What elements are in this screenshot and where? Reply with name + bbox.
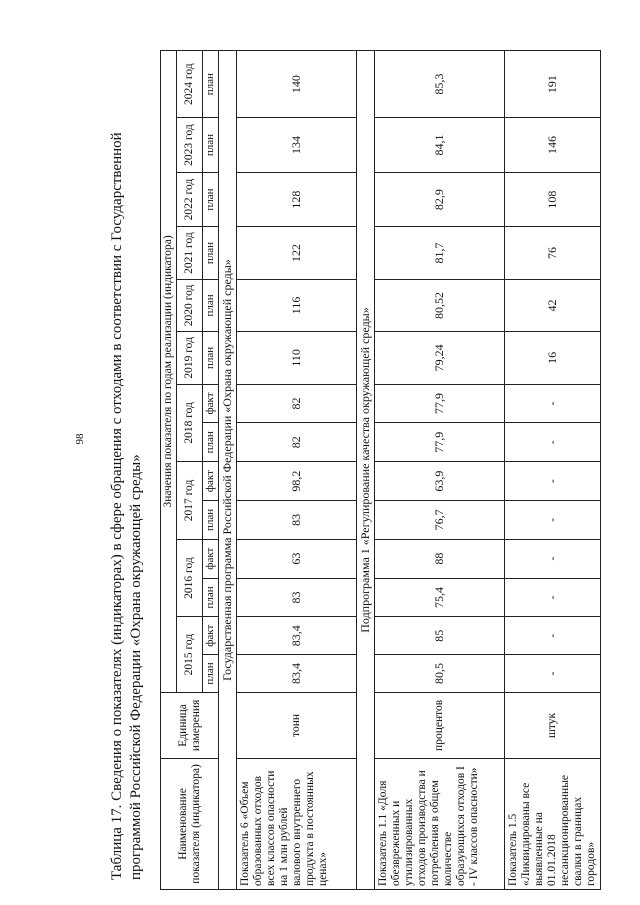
section-subprogram: Подпрограмма 1 «Регулирование качества окружающей среды» [357,51,375,890]
value-cell: - [505,500,601,539]
value-cell: 63 [237,539,357,578]
value-cell: - [505,617,601,655]
header-name-column: Наименование показателя (индикатора) [161,758,219,889]
table-caption: Таблица 17. Сведения о показателях (индикаторах) в сфере обращения с отходами в соответствии с Государственной программой Российской Федерации «Охрана окружающей среды» [109,132,144,880]
value-cell: 83,4 [237,655,357,693]
header-plan: план [203,655,219,693]
value-cell: 76,7 [375,500,505,539]
value-cell: 82,9 [375,172,505,227]
header-plan: план [203,578,219,617]
value-cell: 134 [237,118,357,173]
header-year-2020: 2020 год [177,279,203,331]
header-plan: план [203,172,219,227]
value-cell: - [505,578,601,617]
header-plan: план [203,332,219,384]
value-cell: 76 [505,227,601,279]
header-plan: план [203,227,219,279]
value-cell: 116 [237,279,357,331]
table-row [237,51,357,890]
value-cell: 77,9 [375,423,505,462]
indicators-table [160,50,601,890]
value-cell: 140 [237,51,357,118]
header-plan: план [203,500,219,539]
header-year-2021: 2021 год [177,227,203,279]
header-year-2015: 2015 год [177,617,203,693]
value-cell: 146 [505,118,601,173]
value-cell: 83 [237,578,357,617]
value-cell: 85 [375,617,505,655]
header-unit-column: Единица измерения [161,692,219,758]
indicator-name: Показатель 1.5 «Ликвидированы все выявленные на 01.01.2018 несанкционированные свалки в границах городов» [505,758,601,889]
header-fact: факт [203,539,219,578]
header-fact: факт [203,384,219,423]
value-cell: - [505,462,601,501]
value-cell: - [505,423,601,462]
indicator-name: Показатель 6 «Объем образованных отходов всех классов опасности на 1 млн рублей валового внутреннего продукта в постоянных ценах» [237,758,357,889]
value-cell: 80,52 [375,279,505,331]
value-cell: 122 [237,227,357,279]
value-cell: 75,4 [375,578,505,617]
value-cell: 79,24 [375,332,505,384]
value-cell: 81,7 [375,227,505,279]
value-cell: 16 [505,332,601,384]
header-year-2023: 2023 год [177,118,203,173]
value-cell: 80,5 [375,655,505,693]
indicator-unit: штук [505,692,601,758]
value-cell: 98,2 [237,462,357,501]
value-cell: - [505,655,601,693]
section-program: Государственная программа Российской Федерации «Охрана окружающей среды» [219,51,237,890]
indicator-name: Показатель 1.1 «Доля обезвреженных и утилизированных отходов производства и потребления в общем количестве образующихся отходов I - IV классов опасности» [375,758,505,889]
header-plan: план [203,423,219,462]
value-cell: 191 [505,51,601,118]
value-cell: 83,4 [237,617,357,655]
rotated-page-content [100,50,620,890]
header-plan: план [203,279,219,331]
value-cell: - [505,539,601,578]
indicator-unit: тонн [237,692,357,758]
value-cell: 85,3 [375,51,505,118]
value-cell: 83 [237,500,357,539]
page-number: 98 [74,433,86,445]
value-cell: 42 [505,279,601,331]
value-cell: 63,9 [375,462,505,501]
header-year-2017: 2017 год [177,462,203,540]
value-cell: 110 [237,332,357,384]
value-cell: - [505,384,601,423]
header-plan: план [203,51,219,118]
header-values-group: Значения показателя по годам реализации (индикатора) [161,51,177,693]
header-year-2019: 2019 год [177,332,203,384]
header-fact: факт [203,617,219,655]
indicator-unit: процентов [375,692,505,758]
header-fact: факт [203,462,219,501]
value-cell: 77,9 [375,384,505,423]
header-year-2024: 2024 год [177,51,203,118]
value-cell: 108 [505,172,601,227]
value-cell: 88 [375,539,505,578]
value-cell: 82 [237,423,357,462]
header-year-2016: 2016 год [177,539,203,617]
header-year-2018: 2018 год [177,384,203,462]
header-plan: план [203,118,219,173]
value-cell: 82 [237,384,357,423]
value-cell: 128 [237,172,357,227]
value-cell: 84,1 [375,118,505,173]
table-row [505,51,601,890]
header-year-2022: 2022 год [177,172,203,227]
table-row [375,51,505,890]
